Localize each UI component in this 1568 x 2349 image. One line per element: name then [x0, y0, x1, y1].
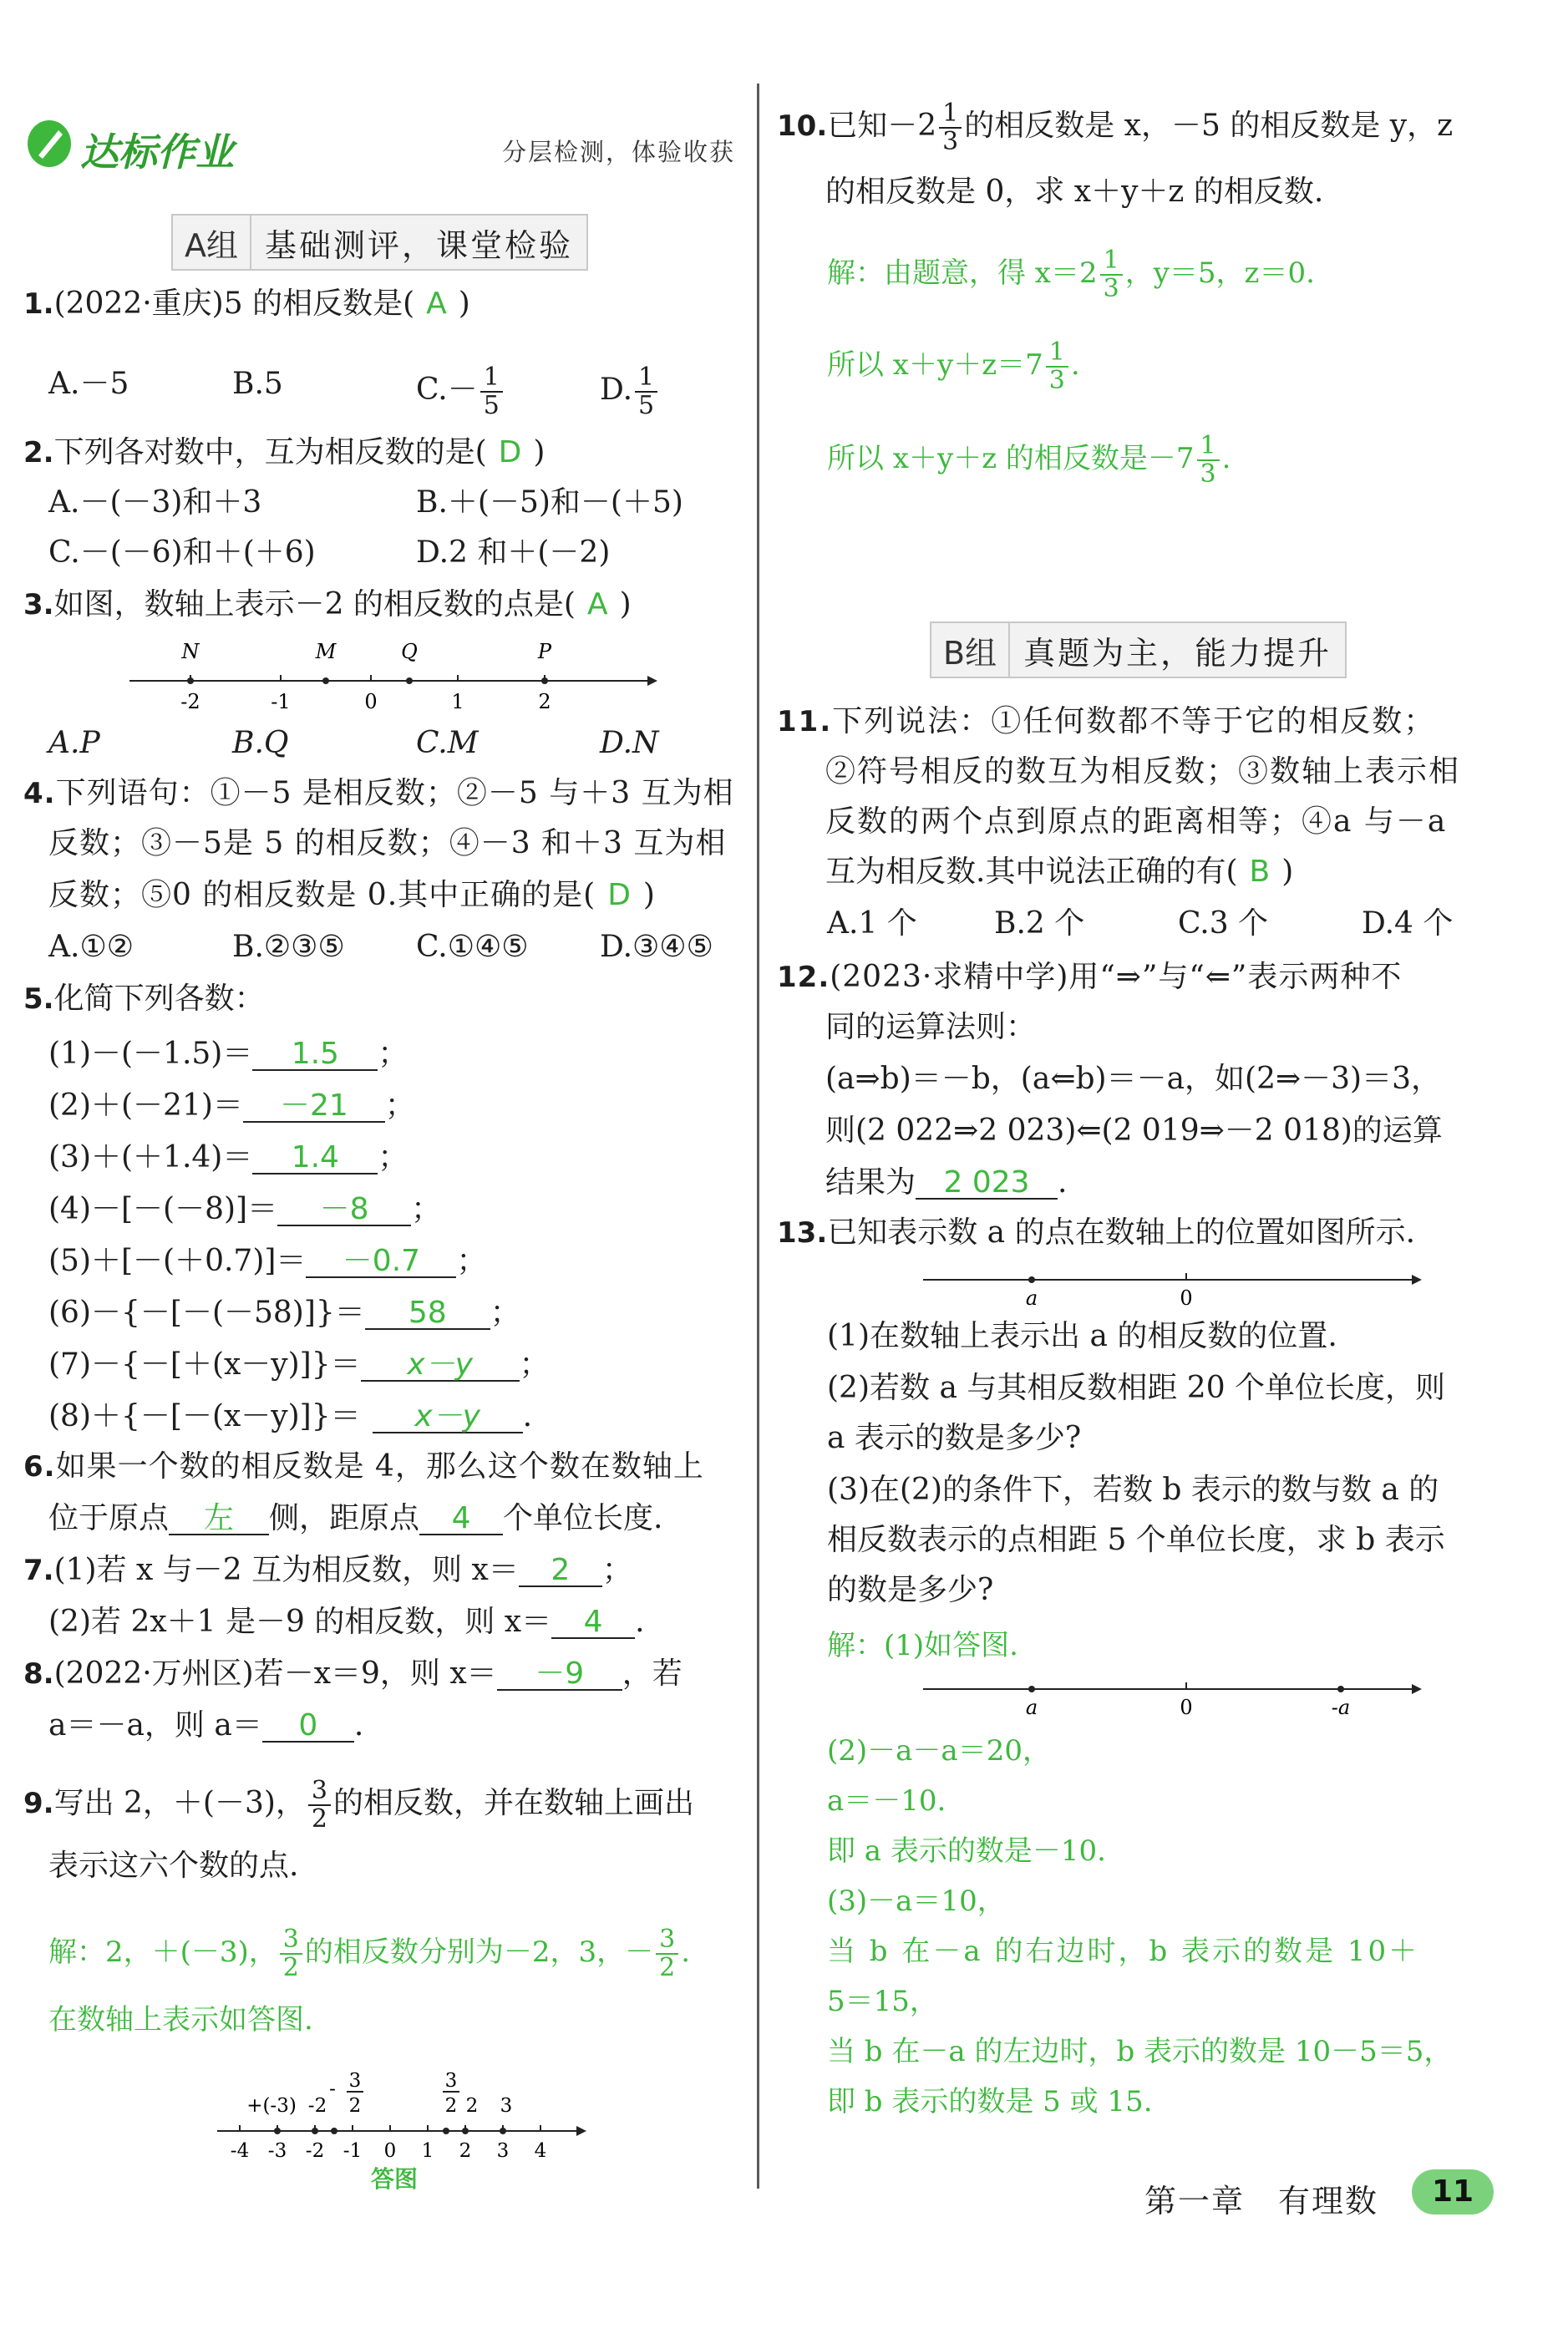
q9-label-frac-num-pos: 3	[444, 2070, 458, 2092]
q13-solution-8: 当 b 在－a 的左边时，b 表示的数是 10－5＝5，	[827, 2035, 1453, 2068]
q6-answer-distance: 4	[419, 1504, 503, 1535]
q13-solution-2: (2)－a－a＝20，	[827, 1734, 1051, 1768]
section-title: 达标作业	[80, 129, 234, 175]
q11-option-b: B.2 个	[994, 906, 1085, 941]
q11-option-a: A.1 个	[827, 906, 917, 941]
q12-line-1: 12.(2023·求精中学)用“⇒”与“⇐”表示两种不	[777, 960, 1403, 994]
q5-answer: －8	[277, 1195, 411, 1226]
q13-answer-label-a: a	[1025, 1696, 1038, 1719]
q6-line-1: 6.如果一个数的相反数是 4，那么这个数在数轴上	[23, 1449, 704, 1484]
q9-label-p3: 3	[500, 2095, 513, 2117]
q4-option-a: A.①②	[48, 930, 134, 964]
group-b-title: 真题为主，能力提升	[1023, 634, 1332, 672]
q4-answer: D	[607, 878, 632, 912]
q5-item: (1)－(－1.5)＝ 1.5 ；	[48, 1037, 408, 1071]
q5-answer: x－y	[361, 1350, 520, 1382]
q7-answer-1: 2	[519, 1555, 602, 1587]
q9-label-p2: 2	[465, 2095, 479, 2117]
q13-part-3a: (3)在(2)的条件下，若数 b 表示的数与数 a 的	[827, 1473, 1439, 1507]
q8-line-1: 8.(2022·万州区)若－x＝9，则 x＝ －9 ，若	[23, 1656, 683, 1691]
q9-tick: 0	[383, 2140, 397, 2162]
q5-answer: x－y	[373, 1402, 523, 1433]
q9-figure-caption: 答图	[370, 2165, 419, 2193]
q12-line-2: 同的运算法则：	[825, 1010, 1037, 1044]
q4-option-b: B.②③⑤	[232, 930, 345, 964]
q2-answer: D	[498, 435, 522, 469]
q9-tick: 1	[421, 2140, 434, 2162]
q9-solution-2: 在数轴上表示如答图.	[48, 2003, 313, 2037]
q4-line-3: 反数；⑤0 的相反数是 0.其中正确的是( D )	[48, 878, 656, 912]
q4-line-2: 反数；③－5是 5 的相反数；④－3 和＋3 互为相	[48, 826, 727, 860]
group-a-banner	[171, 214, 588, 271]
q2-option-a: A.－(－3)和＋3	[48, 485, 262, 520]
q5-item: (4)－[－(－8)]＝ －8 ；	[48, 1192, 442, 1226]
q5-item: (8)＋{－[－(x－y)]}＝ x－y .	[48, 1399, 533, 1433]
q1-option-a: A.－5	[48, 367, 129, 401]
q12-line-5: 结果为 2 023 .	[825, 1165, 1068, 1200]
section-header	[25, 117, 735, 175]
q12-line-3: (a⇒b)＝－b，(a⇐b)＝－a，如(2⇒－3)＝3，	[825, 1062, 1441, 1096]
q3-tick: 2	[538, 690, 551, 713]
q9-label-neg: -	[329, 2078, 336, 2100]
q5-item: (5)＋[－(＋0.7)]＝ －0.7 ；	[48, 1244, 487, 1278]
q10-solution-3: 所以 x＋y＋z 的相反数是－7 $\frac{1}{3}$ .	[827, 431, 1231, 489]
q3-answer: A	[586, 587, 608, 621]
q1-option-b: B.5	[232, 367, 283, 401]
q13-label-a: a	[1025, 1286, 1038, 1310]
q2-option-b: B.＋(－5)和－(＋5)	[416, 485, 683, 520]
q13-part-1: (1)在数轴上表示出 a 的相反数的位置.	[827, 1319, 1337, 1353]
q13-part-2a: (2)若数 a 与其相反数相距 20 个单位长度，则	[827, 1371, 1446, 1405]
q5-stem: 5.化简下列各数：	[23, 982, 265, 1016]
q5-answer: 1.4	[252, 1143, 378, 1174]
q9-tick: 2	[459, 2140, 472, 2162]
q7-line-2: (2)若 2x＋1 是－9 的相反数，则 x＝ 4 .	[48, 1605, 645, 1639]
q3-option-a: A.P	[48, 726, 100, 760]
q13-solution-4: 即 a 表示的数是－10.	[827, 1834, 1106, 1868]
q10-solution-2: 所以 x＋y＋z＝7 $\frac{1}{3}$ .	[827, 337, 1080, 395]
q3-point-m: M	[315, 640, 337, 663]
q11-line-1: 11.下列说法：①任何数都不等于它的相反数；	[777, 704, 1436, 738]
q2-stem: 2.下列各对数中，互为相反数的是( D )	[23, 435, 546, 469]
q3-tick: 1	[451, 690, 464, 713]
q1-option-d: D. $\frac{1}{5}$	[600, 364, 660, 419]
q5-answer: －21	[243, 1091, 385, 1123]
q3-tick: 0	[364, 690, 378, 713]
q13-solution-7: 5＝15，	[827, 1985, 938, 2018]
q9-label-m3: +(-3)	[246, 2095, 297, 2117]
q5-item: (6)－{－[－(－58)]}＝ 58 ；	[48, 1296, 520, 1330]
q13-part-3c: 的数是多少?	[827, 1573, 994, 1607]
pencil-leaf-icon	[25, 117, 74, 169]
q3-point-n: N	[181, 640, 200, 663]
q3-point-q: Q	[401, 640, 418, 663]
q9-tick: -2	[305, 2140, 325, 2162]
q13-answer-label-neg-a: -a	[1331, 1696, 1351, 1719]
q10-line-1: 10.已知－2 $\frac{1}{3}$ 的相反数是 x，－5 的相反数是 y，z	[777, 99, 1454, 156]
q10-solution-1: 解：由题意，得 x＝2 $\frac{1}{3}$ ，y＝5，z＝0.	[827, 246, 1315, 303]
q9-tick: -3	[267, 2140, 287, 2162]
q3-tick: -2	[180, 690, 200, 713]
group-a-label: A组	[173, 216, 251, 269]
q13-solution-6: 当 b 在－a 的右边时，b 表示的数是 10＋	[827, 1935, 1420, 1968]
q3-point-p: P	[537, 640, 552, 663]
q9-answer-figure	[209, 2052, 593, 2194]
q4-option-d: D.③④⑤	[600, 930, 713, 964]
q11-option-c: C.3 个	[1178, 906, 1269, 941]
q9-tick: 3	[496, 2140, 510, 2162]
page-number: 11	[1412, 2169, 1494, 2215]
q5-answer: 58	[365, 1298, 490, 1330]
q2-option-d: D.2 和＋(－2)	[416, 535, 611, 570]
q9-tick: -1	[343, 2140, 363, 2162]
q9-tick: -4	[230, 2140, 250, 2162]
q13-solution-5: (3)－a＝10，	[827, 1885, 1006, 1918]
q5-item: (7)－{－[＋(x－y)]}＝ x－y ；	[48, 1347, 550, 1382]
column-divider	[757, 84, 759, 2189]
q5-item: (2)＋(－21)＝ －21 ；	[48, 1088, 415, 1123]
q11-options	[827, 904, 1554, 946]
q6-line-2: 位于原点 左 侧，距原点 4 个单位长度.	[48, 1501, 663, 1535]
q13-solution-1: 解：(1)如答图.	[827, 1629, 1018, 1662]
group-a-title: 基础测评，课堂检验	[265, 226, 574, 264]
q11-line-4: 互为相反数.其中说法正确的有( B )	[825, 855, 1294, 889]
chapter-title: 第一章 有理数	[1144, 2183, 1379, 2220]
q11-line-3: 反数的两个点到原点的距离相等；④a 与－a	[825, 804, 1448, 839]
q13-part-2b: a 表示的数是多少?	[827, 1421, 1082, 1455]
q3-options	[48, 723, 733, 765]
q1-stem: 1.(2022·重庆)5 的相反数是( A )	[23, 287, 470, 321]
q11-option-d: D.4 个	[1362, 906, 1454, 941]
q3-option-c: C.M	[416, 726, 479, 760]
q1-options	[48, 349, 733, 424]
q8-answer-2: 0	[262, 1711, 354, 1743]
q13-part-3b: 相反数表示的点相距 5 个单位长度，求 b 表示	[827, 1523, 1445, 1557]
q5-item: (3)＋(＋1.4)＝ 1.4 ；	[48, 1140, 408, 1174]
q9-label-m2: -2	[307, 2095, 327, 2117]
q11-answer: B	[1249, 855, 1271, 889]
q1-answer: A	[426, 287, 447, 321]
q12-line-4: 则(2 022⇒2 023)⇐(2 019⇒－2 018)的运算	[825, 1114, 1443, 1148]
q8-line-2: a＝－a，则 a＝ 0 .	[48, 1708, 364, 1743]
q13-solution-9: 即 b 表示的数是 5 或 15.	[827, 2085, 1153, 2118]
q12-answer: 2 023	[916, 1168, 1058, 1200]
q3-option-d: D.N	[600, 726, 659, 760]
q13-answer-label-0: 0	[1180, 1696, 1193, 1719]
q4-option-c: C.①④⑤	[416, 930, 529, 964]
q13-number-line	[919, 1261, 1437, 1311]
group-b-label: B组	[931, 623, 1010, 677]
q8-answer-1: －9	[497, 1659, 622, 1691]
q3-option-b: B.Q	[232, 726, 289, 760]
q4-options	[48, 927, 750, 969]
q7-answer-2: 4	[551, 1607, 635, 1639]
q9-tick: 4	[534, 2140, 547, 2162]
q4-line-1: 4.下列语句：①－5 是相反数；②－5 与＋3 互为相	[23, 776, 734, 810]
group-b-banner	[930, 621, 1347, 678]
q13-label-0: 0	[1180, 1286, 1193, 1310]
q9-label-frac-den: 2	[348, 2095, 362, 2117]
q9-line-1: 9.写出 2，＋(－3)， $\frac{3}{2}$ 的相反数，并在数轴上画出	[23, 1776, 695, 1834]
q9-label-frac-num: 3	[348, 2070, 362, 2092]
q2-option-c: C.－(－6)和＋(＋6)	[48, 535, 316, 570]
q3-stem: 3.如图，数轴上表示－2 的相反数的点是( A )	[23, 587, 632, 621]
q3-tick: -1	[271, 690, 291, 713]
q11-line-2: ②符号相反的数互为相反数；③数轴上表示相	[825, 754, 1461, 789]
q1-option-c: C.－ $\frac{1}{5}$	[416, 364, 505, 419]
q5-answer: 1.5	[252, 1039, 378, 1071]
q9-label-frac-den-pos: 2	[444, 2095, 458, 2117]
q7-line-1: 7.(1)若 x 与－2 互为相反数，则 x＝ 2 ；	[23, 1553, 632, 1587]
q9-line-2: 表示这六个数的点.	[48, 1849, 299, 1883]
q13-stem: 13.已知表示数 a 的点在数轴上的位置如图所示.	[777, 1215, 1416, 1250]
q10-line-2: 的相反数是 0，求 x＋y＋z 的相反数.	[825, 175, 1324, 209]
q2-options	[48, 483, 750, 583]
q5-answer: －0.7	[306, 1246, 456, 1278]
q3-number-line	[125, 635, 660, 718]
section-subtitle: 分层检测，体验收获	[501, 138, 735, 166]
q13-answer-number-line	[919, 1671, 1437, 1721]
q13-solution-3: a＝－10.	[827, 1784, 946, 1818]
q6-answer-side: 左	[169, 1504, 269, 1535]
q9-solution-1: 解：2，＋(－3)， $\frac{3}{2}$ 的相反数分别为－2，3，－ $\frac{3}{2}$ .	[48, 1925, 691, 1982]
